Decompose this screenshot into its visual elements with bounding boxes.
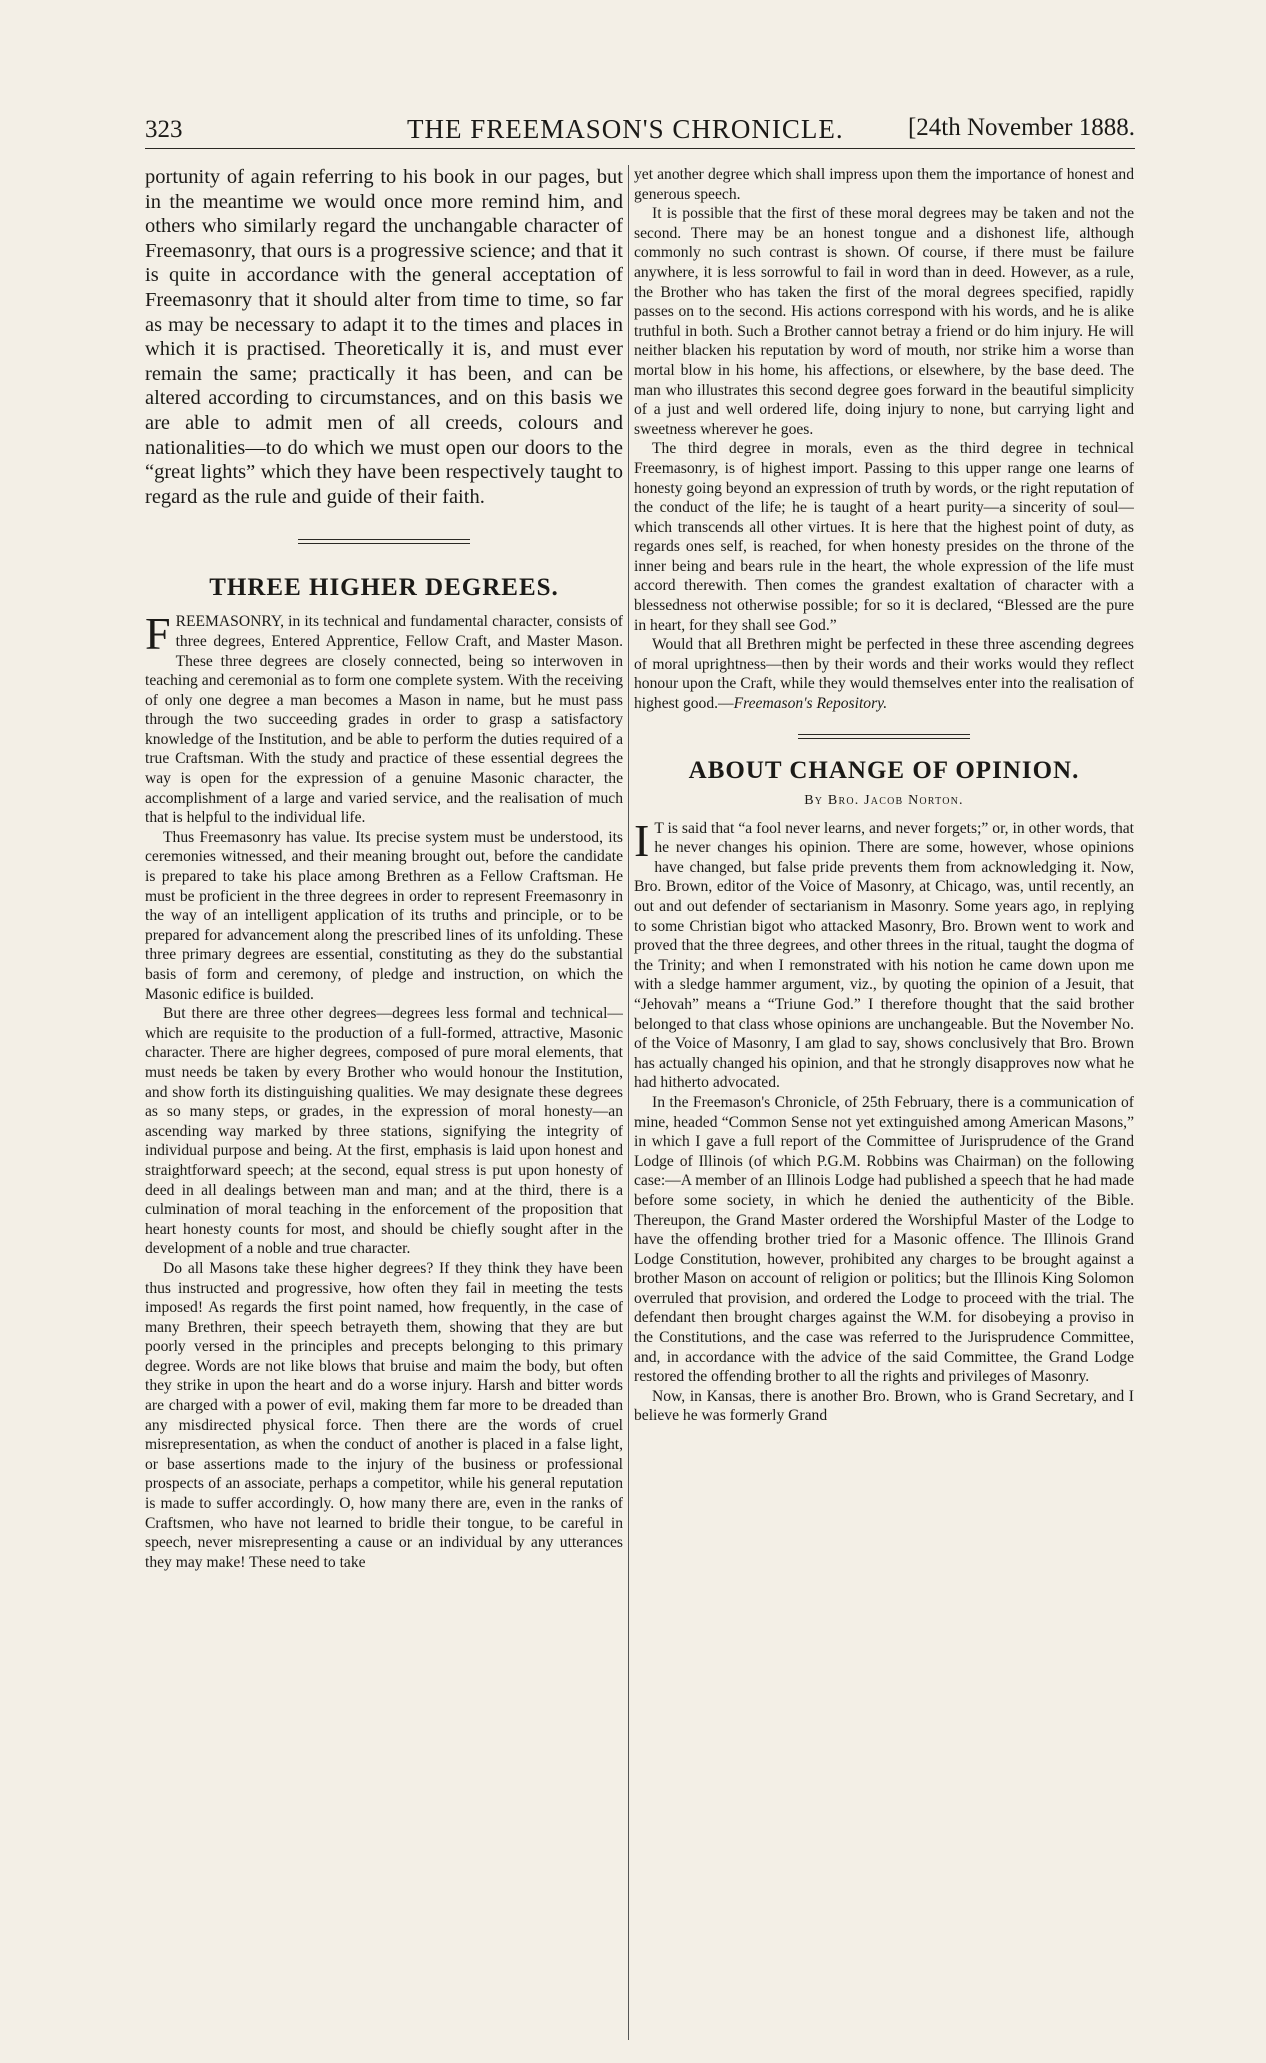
page-number: 323	[145, 116, 183, 143]
article-paragraph: Now, in Kansas, there is another Bro. Brown, who is Grand Secretary, and I believe he was formerly Grand	[634, 1387, 1134, 1425]
continued-paragraph: portunity of again referring to his book in our pages, but in the meantime we would once more remind him, and others who similarly regard the unchangable character of Freemasonry, that ours is a progressive science; and that it is quite in accordance with the general acceptation of Freemasonry that it should alter from time to time, so far as may be necessary to adapt it to the times and places in which it is practised. Theoretically it is, and must ever remain the same; practically it has been, and can be altered according to circumstances, and on this basis we are able to admit men of all creeds, colours and nationalities—to do which we must open our doors to the “great lights” which they have been respectively taught to regard as the rule and guide of their faith.	[145, 166, 623, 508]
article-paragraph	[634, 635, 1134, 713]
journal-title: THE FREEMASON'S CHRONICLE.	[407, 114, 844, 144]
byline: By Bro. Jacob Norton.	[804, 792, 964, 808]
article-paragraph: Do all Masons take these higher degrees? If they think they have been thus instructed and progressive, how often they fail in meeting the tests imposed! As regards the first point named, how frequently, in the case of many Brethren, their speech betrayeth them, showing that they are but poorly versed in the principles and precepts belonging to this primary degree. Words are not like blows that bruise and maim the body, but often they strike in upon the heart and do a worse injury. Harsh and bitter words are charged with a power of evil, making them far more to be dreaded than any misdirected physical force. Then there are the words of cruel misrepresentation, as when the conduct of another is placed in a false light, or base assertions made to the injury of the business or professional prospects of an associate, perhaps a competitor, while his general reputation is made to suffer accordingly. O, how many there are, even in the ranks of Craftsmen, who have not learned to bridle their tongue, to be careful in speech, never misrepresenting a cause or an individual by any utterances they may make! These need to take	[145, 1259, 623, 1571]
issue-date: [24th November 1888.	[907, 114, 1135, 141]
source-credit: Freemason's Repository.	[733, 695, 888, 713]
paragraph-text: in its technical and fundamental character, consists of three degrees, Entered Apprentice, Fellow Craft, and Master Mason. These three degrees are closely connected, being so interwoven in teaching and ceremonial as to form one complete system. With the receiving of only one degree a man becomes a Mason in name, but he must pass through the two succeeding grades in order to grasp a satisfactory knowledge of the Institution, and be able to perform the duties required of a true Craftsman. With the study and practice of these essential degrees the way is open for the expression of a genuine Masonic character, the accomplishment of a large and varied service, and the realisation of much that is helpful to the individual life.	[145, 613, 623, 827]
article-paragraph	[634, 814, 1134, 1093]
paragraph-text: T is said that “a fool never learns, and never forgets;” or, in other words, that he never changes his opinion. There are some, however, whose opinions have changed, but false pride prevents them from acknowledging it. Now, Bro. Brown, editor of the Voice of Masonry, at Chicago, was, until recently, an out and out defender of sectarianism in Masonry. Some years ago, in replying to some Christian bigot who attacked Masonry, Bro. Brown went to work and proved that the three degrees, and other threes in the ritual, taught the dogma of the Trinity; and when I remonstrated with his notion he came down upon me with a sledge hammer argument, viz., by quoting the opinion of a Jesuit, that “Jehovah” means a “Triune God.” I therefore thought that the said brother belonged to that class whose opinions are unchangeable. But the November No. of the Voice of Masonry, I am glad to say, shows conclusively that Bro. Brown has actually changed his opinion, and that he strongly disapproves now what he had hitherto advocated.	[634, 819, 1134, 1092]
drop-cap: F	[145, 608, 171, 660]
article-paragraph: In the Freemason's Chronicle, of 25th February, there is a communication of mine, headed “Common Sense not yet extinguished among American Masons,” in which I gave a full report of the Committee of Jurisprudence of the Grand Lodge of Illinois (of which P.G.M. Robbins was Chairman) on the following case:—A member of an Illinois Lodge had published a speech that he had made before some society, in which he denied the authenticity of the Bible. Thereupon, the Grand Master ordered the Worshipful Master of the Lodge to have the offending brother tried for a Masonic offence. The Illinois Grand Lodge Constitution, however, prohibited any charges to be brought against a brother Mason on account of religion or politics; but the Illinois King Solomon overruled that provision, and ordered the Lodge to proceed with the trial. The defendant then brought charges against the W.M. for disobeying a proviso in the Constitutions, and the case was referred to the Jurisprudence Committee, and, in accordance with the advice of the said Committee, the Grand Lodge restored the offending brother to all the rights and privileges of Masonry.	[634, 1093, 1134, 1386]
paragraph-text: Would that all Brethren might be perfected in these three ascending degrees of moral uprightness—then by their words and their works would they reflect honour upon the Craft, while they would themselves enter into the realisation of highest good.—	[634, 636, 1134, 713]
article-paragraph: Thus Freemasonry has value. Its precise system must be understood, its ceremonies witnessed, and their meaning brought out, before the candidate is prepared to take his place among Brethren as a Fellow Craftsman. He must be proficient in the three degrees in order to represent Freemasonry in the way of an intelligent application of its truths and principle, or to be prepared for advancement along the prescribed lines of its unfolding. These three primary degrees are essential, constituting as they do the substantial basis of form and ceremony, of pledge and instruction, on which the Masonic edifice is builded.	[145, 828, 623, 1003]
article-paragraph: It is possible that the first of these moral degrees may be taken and not the second. There may be an honest tongue and a dishonest life, although commonly no such contrast is shown. Of course, if there must be failure anywhere, it is less sorrowful to fail in word than in deed. However, as a rule, the Brother who has taken the first of the moral degrees specified, rapidly passes on to the second. His actions correspond with his words, and he is alike truthful in both. Such a Brother cannot betray a friend or do him injury. He will neither blacken his reputation by word of mouth, nor strike him a worse than mortal blow in his home, his affections, or elsewhere, by the base deed. The man who illustrates this second degree goes forward in the beautiful simplicity of a just and well ordered life, doing injury to none, but carrying light and sweetness wherever he goes.	[634, 205, 1134, 438]
article-paragraph: The third degree in morals, even as the third degree in technical Freemasonry, is of highest import. Passing to this upper range one learns of honesty going beyond an expression of truth by words, or the right reputation of the conduct of the life; he is taught of a heart purity—a sincerity of soul—which transcends all other virtues. It is here that the highest point of duty, as regards ones self, is reached, for when honesty presides on the throne of the inner being and bears rule in the heart, the whole expression of the life must accord therewith. Then comes the grandest exaltation of character with a blessedness not otherwise possible; for so it is declared, “Blessed are the pure in heart, for they shall see God.”	[634, 440, 1134, 634]
first-word: REEMASONRY,	[175, 613, 285, 631]
article-title-three-higher-degrees: THREE HIGHER DEGREES.	[209, 574, 559, 602]
article-paragraph: But there are three other degrees—degrees less formal and technical—which are requisite to the production of a full-formed, attractive, Masonic character. There are higher degrees, composed of pure moral elements, that must needs be taken by every Brother who would honour the Institution, and show forth its distinguishing qualities. We may designate these degrees as so many steps, or grades, in the expression of moral honesty—an ascending way marked by three stations, signifying the integrity of individual purpose and being. At the first, emphasis is laid upon honest and straightforward speech; at the second, equal stress is put upon honesty of deed in all dealings between man and man; and at the third, there is a culmination of moral teaching in the enforcement of the proposition that heart honesty counts for most, and should be chiefly sought after in the development of a noble and true character.	[145, 1005, 623, 1258]
left-column	[145, 165, 623, 2045]
article-paragraph	[145, 608, 623, 828]
column-divider	[628, 165, 629, 2040]
section-rule	[798, 734, 970, 739]
article-paragraph: yet another degree which shall impress upon them the importance of honest and generous speech.	[634, 166, 1134, 203]
running-head	[145, 112, 1135, 149]
right-column	[634, 165, 1134, 2045]
article-title-change-of-opinion: ABOUT CHANGE OF OPINION.	[688, 756, 1080, 784]
drop-cap: I	[634, 814, 650, 866]
section-rule	[298, 539, 470, 544]
